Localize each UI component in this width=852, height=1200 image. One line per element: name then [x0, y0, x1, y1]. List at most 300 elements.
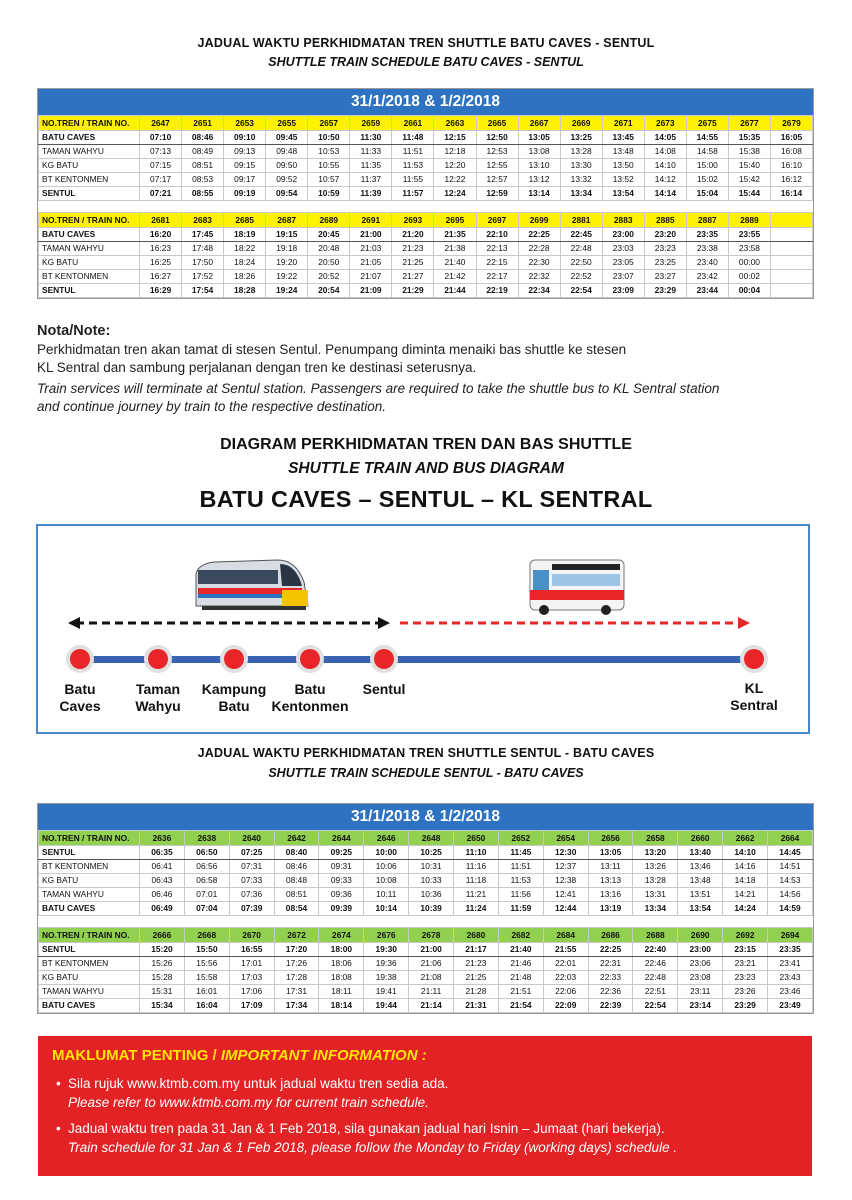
- departure-time: 09:45: [266, 131, 308, 145]
- departure-time: 19:44: [364, 999, 409, 1013]
- departure-time: 17:26: [274, 957, 319, 971]
- train-number: 2636: [140, 831, 185, 846]
- departure-time: 09:17: [224, 173, 266, 187]
- departure-time: 15:00: [686, 159, 728, 173]
- departure-time: 17:03: [229, 971, 274, 985]
- train-number: 2684: [543, 928, 588, 943]
- departure-time: 11:53: [392, 159, 434, 173]
- departure-time: 11:18: [454, 874, 499, 888]
- train-number: 2647: [140, 116, 182, 131]
- departure-time: 22:52: [560, 270, 602, 284]
- departure-time: 18:22: [224, 242, 266, 256]
- train-no-label: NO.TREN / TRAIN NO.: [39, 928, 140, 943]
- departure-time: 15:58: [184, 971, 229, 985]
- departure-time: 23:15: [723, 943, 768, 957]
- train-number: 2687: [266, 213, 308, 228]
- station-label: Sentul: [362, 681, 406, 697]
- departure-time: 06:43: [140, 874, 185, 888]
- departure-time: 10:39: [409, 902, 454, 916]
- departure-time: 13:34: [560, 187, 602, 201]
- departure-time: 07:01: [184, 888, 229, 902]
- departure-time: 14:21: [723, 888, 768, 902]
- departure-time: 21:03: [350, 242, 392, 256]
- departure-time: 11:39: [350, 187, 392, 201]
- station-name: TAMAN WAHYU: [39, 145, 140, 159]
- train-number: 2683: [182, 213, 224, 228]
- train-number: 2679: [770, 116, 812, 131]
- departure-time: 21:11: [409, 985, 454, 999]
- train-number: 2691: [350, 213, 392, 228]
- departure-time: 21:28: [454, 985, 499, 999]
- departure-time: 23:29: [644, 284, 686, 298]
- departure-time: 14:24: [723, 902, 768, 916]
- departure-time: 13:11: [588, 860, 633, 874]
- departure-time: 18:08: [319, 971, 364, 985]
- departure-time: 22:32: [518, 270, 560, 284]
- departure-time: 14:16: [723, 860, 768, 874]
- departure-time: 06:41: [140, 860, 185, 874]
- departure-time: 22:40: [633, 943, 678, 957]
- departure-time: 10:33: [409, 874, 454, 888]
- departure-time: 08:46: [182, 131, 224, 145]
- info-line: Train schedule for 31 Jan & 1 Feb 2018, please follow the Monday to Friday (working days) schedule .: [68, 1140, 678, 1155]
- departure-time: 16:01: [184, 985, 229, 999]
- departure-time: 22:03: [543, 971, 588, 985]
- train-number: 2681: [140, 213, 182, 228]
- departure-time: 22:39: [588, 999, 633, 1013]
- departure-time: 12:50: [476, 131, 518, 145]
- departure-time: 15:04: [686, 187, 728, 201]
- table-row: [39, 173, 813, 187]
- departure-time: 09:52: [266, 173, 308, 187]
- departure-time: 14:55: [686, 131, 728, 145]
- station-label: KL Sentral: [730, 680, 778, 713]
- train-number: 2665: [476, 116, 518, 131]
- departure-time: 21:31: [454, 999, 499, 1013]
- station-name: SENTUL: [39, 284, 140, 298]
- departure-time: 23:00: [602, 228, 644, 242]
- train-number: 2682: [498, 928, 543, 943]
- train-number: 2689: [308, 213, 350, 228]
- departure-time: 15:35: [728, 131, 770, 145]
- departure-time: 12:55: [476, 159, 518, 173]
- departure-time: 21:23: [454, 957, 499, 971]
- train-number: 2677: [728, 116, 770, 131]
- departure-time: 18:14: [319, 999, 364, 1013]
- departure-time: 11:59: [498, 902, 543, 916]
- train-no-label: NO.TREN / TRAIN NO.: [39, 213, 140, 228]
- departure-time: 21:14: [409, 999, 454, 1013]
- departure-time: 14:51: [768, 860, 813, 874]
- departure-time: 10:14: [364, 902, 409, 916]
- station-name: BT KENTONMEN: [39, 860, 140, 874]
- departure-time: 13:05: [588, 846, 633, 860]
- departure-time: 21:09: [350, 284, 392, 298]
- departure-time: 15:28: [140, 971, 185, 985]
- train-number: 2640: [229, 831, 274, 846]
- departure-time: 07:21: [140, 187, 182, 201]
- departure-time: 12:22: [434, 173, 476, 187]
- departure-time: 09:33: [319, 874, 364, 888]
- train-icon: [196, 560, 308, 610]
- departure-time: 16:25: [140, 256, 182, 270]
- train-number: 2668: [184, 928, 229, 943]
- departure-time: 12:18: [434, 145, 476, 159]
- departure-time: 16:12: [770, 173, 812, 187]
- train-number: 2656: [588, 831, 633, 846]
- train-number: 2663: [434, 116, 476, 131]
- station-name: BT KENTONMEN: [39, 957, 140, 971]
- departure-time: 09:39: [319, 902, 364, 916]
- departure-time: 06:50: [184, 846, 229, 860]
- station-name: KG BATU: [39, 159, 140, 173]
- departure-time: 23:23: [723, 971, 768, 985]
- schedule-sentul-batu-caves: [37, 803, 814, 1014]
- departure-time: 12:59: [476, 187, 518, 201]
- train-number: 2653: [224, 116, 266, 131]
- departure-time: 23:29: [723, 999, 768, 1013]
- train-number: 2638: [184, 831, 229, 846]
- departure-time: 10:31: [409, 860, 454, 874]
- departure-time: 21:44: [434, 284, 476, 298]
- departure-time: [770, 270, 812, 284]
- departure-time: 17:48: [182, 242, 224, 256]
- departure-time: 22:48: [560, 242, 602, 256]
- departure-time: 22:19: [476, 284, 518, 298]
- note-title: Nota/Note:: [37, 323, 111, 339]
- departure-time: 21:55: [543, 943, 588, 957]
- departure-time: 21:38: [434, 242, 476, 256]
- departure-time: 16:27: [140, 270, 182, 284]
- departure-time: 21:08: [409, 971, 454, 985]
- departure-time: 14:45: [768, 846, 813, 860]
- note-ms-line: KL Sentral dan sambung perjalanan dengan tren ke destinasi seterusnya.: [37, 360, 477, 375]
- departure-time: 21:25: [454, 971, 499, 985]
- departure-time: 13:05: [518, 131, 560, 145]
- departure-time: 16:55: [229, 943, 274, 957]
- table-row: [39, 971, 813, 985]
- departure-time: 22:25: [588, 943, 633, 957]
- departure-time: 16:29: [140, 284, 182, 298]
- note-en-line: Train services will terminate at Sentul station. Passengers are required to take the shuttle bus to KL Sentral station: [37, 380, 720, 396]
- departure-time: 16:23: [140, 242, 182, 256]
- departure-time: 07:33: [229, 874, 274, 888]
- departure-time: 18:24: [224, 256, 266, 270]
- departure-time: 06:49: [140, 902, 185, 916]
- station-name: TAMAN WAHYU: [39, 985, 140, 999]
- departure-time: 22:09: [543, 999, 588, 1013]
- departure-time: 23:25: [644, 256, 686, 270]
- route-diagram: [36, 524, 810, 734]
- info-line: Please refer to www.ktmb.com.my for current train schedule.: [68, 1095, 429, 1110]
- departure-time: 21:00: [409, 943, 454, 957]
- departure-time: 19:38: [364, 971, 409, 985]
- train-number: 2651: [182, 116, 224, 131]
- departure-time: 18:11: [319, 985, 364, 999]
- train-number: 2889: [728, 213, 770, 228]
- train-number: 2692: [723, 928, 768, 943]
- departure-time: 23:42: [686, 270, 728, 284]
- departure-time: 11:30: [350, 131, 392, 145]
- departure-time: 17:34: [274, 999, 319, 1013]
- diagram-route-title: BATU CAVES – SENTUL – KL SENTRAL: [199, 486, 653, 512]
- station-name: BATU CAVES: [39, 228, 140, 242]
- departure-time: 07:36: [229, 888, 274, 902]
- departure-time: 16:20: [140, 228, 182, 242]
- departure-time: 22:46: [633, 957, 678, 971]
- departure-time: 13:13: [588, 874, 633, 888]
- departure-time: 09:25: [319, 846, 364, 860]
- table-row: [39, 902, 813, 916]
- station-name: BATU CAVES: [39, 131, 140, 145]
- table-row: [39, 943, 813, 957]
- train-number: 2693: [392, 213, 434, 228]
- note-en-line: and continue journey by train to the respective destination.: [37, 399, 386, 414]
- departure-time: 12:24: [434, 187, 476, 201]
- departure-time: 13:12: [518, 173, 560, 187]
- train-number: 2660: [678, 831, 723, 846]
- departure-time: 22:51: [633, 985, 678, 999]
- important-info-box: [38, 1036, 812, 1176]
- train-number: 2667: [518, 116, 560, 131]
- departure-time: 12:41: [543, 888, 588, 902]
- top-title-ms: JADUAL WAKTU PERKHIDMATAN TREN SHUTTLE BATU CAVES - SENTUL: [197, 36, 655, 50]
- departure-time: 06:56: [184, 860, 229, 874]
- departure-time: 23:40: [686, 256, 728, 270]
- train-number: 2669: [560, 116, 602, 131]
- departure-time: 11:24: [454, 902, 499, 916]
- departure-time: 09:31: [319, 860, 364, 874]
- departure-time: 22:10: [476, 228, 518, 242]
- departure-time: 23:03: [602, 242, 644, 256]
- departure-time: 18:06: [319, 957, 364, 971]
- info-line: Jadual waktu tren pada 31 Jan & 1 Feb 2018, sila gunakan jadual hari Isnin – Jumaat (hari bekerja).: [68, 1121, 665, 1136]
- departure-time: 14:10: [723, 846, 768, 860]
- departure-time: 12:37: [543, 860, 588, 874]
- departure-time: 22:50: [560, 256, 602, 270]
- departure-time: 17:31: [274, 985, 319, 999]
- departure-time: 13:40: [678, 846, 723, 860]
- station-name: KG BATU: [39, 971, 140, 985]
- train-number: 2699: [518, 213, 560, 228]
- departure-time: 17:09: [229, 999, 274, 1013]
- arrow-head-icon: [378, 617, 390, 629]
- departure-time: 08:51: [274, 888, 319, 902]
- departure-time: 22:01: [543, 957, 588, 971]
- departure-time: 07:10: [140, 131, 182, 145]
- train-number: 2666: [140, 928, 185, 943]
- departure-time: 15:50: [184, 943, 229, 957]
- departure-time: 22:33: [588, 971, 633, 985]
- departure-time: 11:56: [498, 888, 543, 902]
- departure-time: 11:51: [392, 145, 434, 159]
- departure-time: 10:11: [364, 888, 409, 902]
- departure-time: 17:06: [229, 985, 274, 999]
- departure-time: 21:46: [498, 957, 543, 971]
- bullet-icon: •: [56, 1121, 61, 1136]
- departure-time: 12:30: [543, 846, 588, 860]
- departure-time: 14:58: [686, 145, 728, 159]
- schedule-date: 31/1/2018 & 1/2/2018: [38, 804, 813, 830]
- train-number: 2676: [364, 928, 409, 943]
- departure-time: 11:57: [392, 187, 434, 201]
- table-header-row: [39, 213, 813, 228]
- table-row: [39, 874, 813, 888]
- departure-time: 13:54: [602, 187, 644, 201]
- station-name: TAMAN WAHYU: [39, 242, 140, 256]
- departure-time: 22:28: [518, 242, 560, 256]
- important-title: MAKLUMAT PENTING / IMPORTANT INFORMATION :: [52, 1047, 427, 1064]
- departure-time: 16:10: [770, 159, 812, 173]
- station-marker: [296, 645, 324, 673]
- departure-time: 08:46: [274, 860, 319, 874]
- departure-time: 11:53: [498, 874, 543, 888]
- departure-time: 13:45: [602, 131, 644, 145]
- departure-time: 13:28: [560, 145, 602, 159]
- departure-time: 10:53: [308, 145, 350, 159]
- station-name: BATU CAVES: [39, 902, 140, 916]
- station-name: SENTUL: [39, 943, 140, 957]
- train-number: 2688: [633, 928, 678, 943]
- train-number: 2686: [588, 928, 633, 943]
- departure-time: 21:51: [498, 985, 543, 999]
- departure-time: 09:54: [266, 187, 308, 201]
- departure-time: 13:48: [602, 145, 644, 159]
- table-row: [39, 270, 813, 284]
- departure-time: 08:48: [274, 874, 319, 888]
- departure-time: 13:08: [518, 145, 560, 159]
- departure-time: 10:59: [308, 187, 350, 201]
- departure-time: 21:40: [434, 256, 476, 270]
- departure-time: 17:28: [274, 971, 319, 985]
- table-row: [39, 846, 813, 860]
- train-number: 2646: [364, 831, 409, 846]
- departure-time: 07:15: [140, 159, 182, 173]
- departure-time: 11:10: [454, 846, 499, 860]
- departure-time: 23:09: [602, 284, 644, 298]
- departure-time: 23:43: [768, 971, 813, 985]
- station-marker: [370, 645, 398, 673]
- departure-time: 23:44: [686, 284, 728, 298]
- departure-time: 17:50: [182, 256, 224, 270]
- train-number: 2674: [319, 928, 364, 943]
- departure-time: 22:17: [476, 270, 518, 284]
- departure-time: 08:51: [182, 159, 224, 173]
- departure-time: 19:30: [364, 943, 409, 957]
- schedule-date: 31/1/2018 & 1/2/2018: [38, 89, 813, 115]
- departure-time: 11:37: [350, 173, 392, 187]
- train-number: 2685: [224, 213, 266, 228]
- bottom-title-ms: JADUAL WAKTU PERKHIDMATAN TREN SHUTTLE SENTUL - BATU CAVES: [197, 746, 655, 760]
- departure-time: 20:52: [308, 270, 350, 284]
- train-number: 2887: [686, 213, 728, 228]
- departure-time: 19:22: [266, 270, 308, 284]
- table-row: [39, 985, 813, 999]
- train-number: 2694: [768, 928, 813, 943]
- departure-time: 22:31: [588, 957, 633, 971]
- departure-time: 22:54: [560, 284, 602, 298]
- departure-time: 17:01: [229, 957, 274, 971]
- train-number: 2675: [686, 116, 728, 131]
- schedule-table: [38, 927, 813, 1013]
- departure-time: 23:46: [768, 985, 813, 999]
- departure-time: 11:35: [350, 159, 392, 173]
- departure-time: 13:25: [560, 131, 602, 145]
- departure-time: 21:23: [392, 242, 434, 256]
- departure-time: 23:23: [644, 242, 686, 256]
- departure-time: 15:44: [728, 187, 770, 201]
- departure-time: 15:20: [140, 943, 185, 957]
- departure-time: 19:20: [266, 256, 308, 270]
- departure-time: 20:54: [308, 284, 350, 298]
- departure-time: 09:19: [224, 187, 266, 201]
- departure-time: 10:57: [308, 173, 350, 187]
- departure-time: 06:46: [140, 888, 185, 902]
- departure-time: 15:38: [728, 145, 770, 159]
- departure-time: 17:54: [182, 284, 224, 298]
- departure-time: 14:08: [644, 145, 686, 159]
- departure-time: 23:27: [644, 270, 686, 284]
- departure-time: 22:30: [518, 256, 560, 270]
- departure-time: 19:36: [364, 957, 409, 971]
- departure-time: 10:55: [308, 159, 350, 173]
- info-line: Sila rujuk www.ktmb.com.my untuk jadual waktu tren sedia ada.: [68, 1076, 449, 1091]
- table-row: [39, 187, 813, 201]
- departure-time: 22:25: [518, 228, 560, 242]
- departure-time: 21:06: [409, 957, 454, 971]
- diagram-title-en: SHUTTLE TRAIN AND BUS DIAGRAM: [288, 460, 564, 477]
- train-number: 2658: [633, 831, 678, 846]
- departure-time: 21:35: [434, 228, 476, 242]
- departure-time: 17:52: [182, 270, 224, 284]
- train-number: 2673: [644, 116, 686, 131]
- schedule-batu-caves-sentul: [37, 88, 814, 299]
- departure-time: 23:07: [602, 270, 644, 284]
- train-number: 2881: [560, 213, 602, 228]
- departure-time: 23:14: [678, 999, 723, 1013]
- train-number: 2644: [319, 831, 364, 846]
- train-number: 2657: [308, 116, 350, 131]
- departure-time: 10:36: [409, 888, 454, 902]
- table-header-row: [39, 116, 813, 131]
- departure-time: 14:18: [723, 874, 768, 888]
- departure-time: 19:15: [266, 228, 308, 242]
- train-number: 2661: [392, 116, 434, 131]
- train-number: 2671: [602, 116, 644, 131]
- departure-time: 07:39: [229, 902, 274, 916]
- departure-time: 13:16: [588, 888, 633, 902]
- station-name: KG BATU: [39, 256, 140, 270]
- departure-time: 15:02: [686, 173, 728, 187]
- departure-time: 21:25: [392, 256, 434, 270]
- departure-time: 18:28: [224, 284, 266, 298]
- departure-time: 21:54: [498, 999, 543, 1013]
- table-row: [39, 131, 813, 145]
- departure-time: 22:15: [476, 256, 518, 270]
- departure-time: 22:54: [633, 999, 678, 1013]
- departure-time: 18:19: [224, 228, 266, 242]
- departure-time: 23:20: [644, 228, 686, 242]
- departure-time: 13:48: [678, 874, 723, 888]
- departure-time: 14:12: [644, 173, 686, 187]
- departure-time: 11:51: [498, 860, 543, 874]
- departure-time: 13:32: [560, 173, 602, 187]
- table-header-row: [39, 928, 813, 943]
- station-marker: [740, 645, 768, 673]
- departure-time: 08:53: [182, 173, 224, 187]
- departure-time: 06:35: [140, 846, 185, 860]
- departure-time: 20:45: [308, 228, 350, 242]
